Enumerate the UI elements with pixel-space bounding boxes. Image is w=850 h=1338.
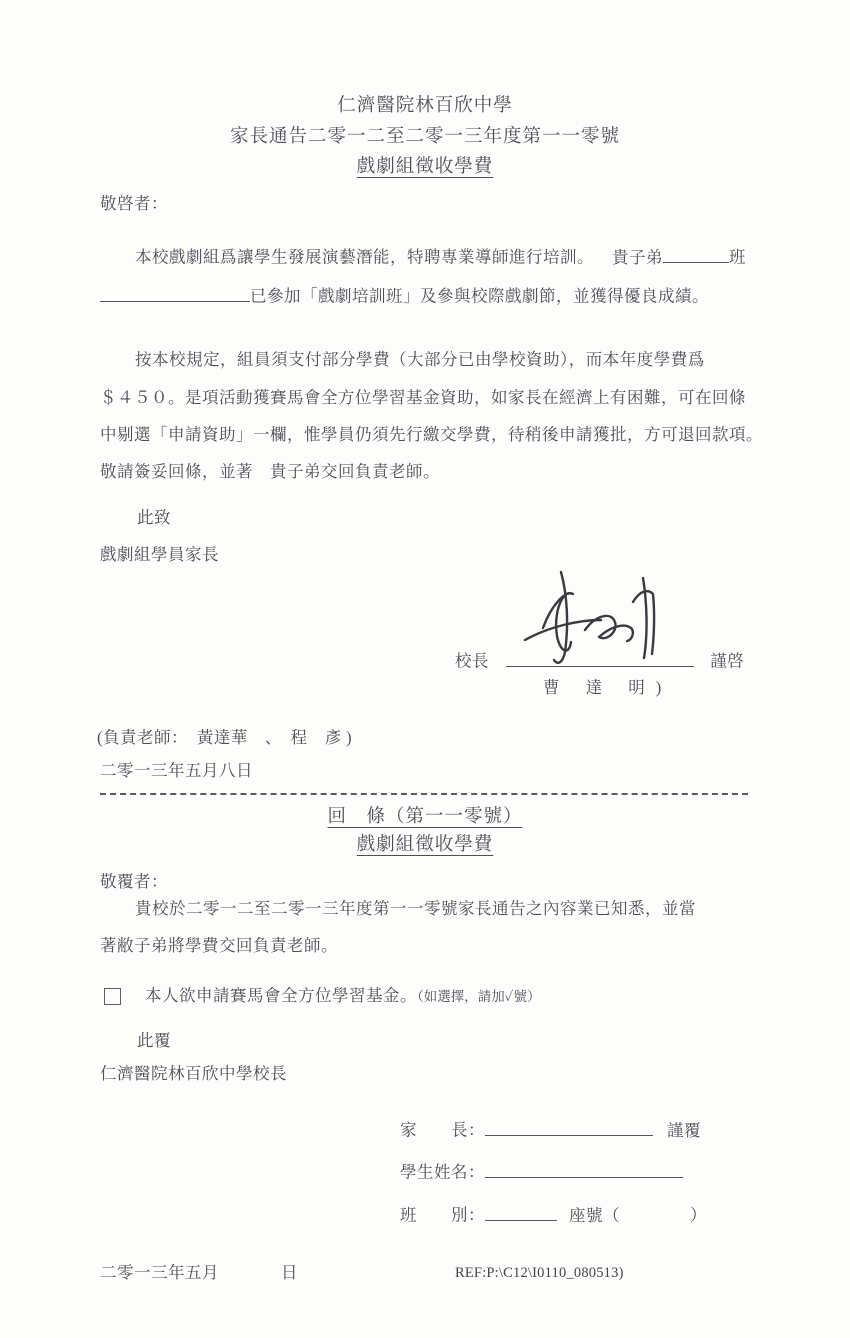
reply-salutation: 敬覆者： — [100, 872, 168, 891]
para1-child-word: 貴子弟 — [612, 247, 663, 267]
para1-line2-text: 已參加「戲劇培訓班」及參與校際戲劇節，並獲得優良成績。 — [250, 286, 709, 306]
class-field-row — [400, 1204, 707, 1225]
reply-subject: 戲劇組徵收學費 — [356, 835, 494, 855]
reply-body-line1: 貴校於二零一二至二零一三年度第一一零號家長通告之內容業已知悉，並當 — [135, 899, 696, 918]
principal-suffix: 謹啓 — [710, 651, 745, 671]
para1-line1 — [135, 246, 746, 267]
notice-subject: 戲劇組徵收學費 — [356, 157, 494, 177]
notice-salutation: 敬啓者： — [100, 194, 168, 213]
para1-line2 — [100, 285, 709, 306]
class-blank[interactable] — [485, 1204, 557, 1221]
checkbox-label: 本人欲申請賽馬會全方位學習基金。 — [145, 986, 417, 1005]
class-field-label: 班 別： — [400, 1205, 485, 1225]
notice-addressee: 戲劇組學員家長 — [100, 545, 219, 564]
para2-line2: ＄４５０。是項活動獲賽馬會全方位學習基金資助，如家長在經濟上有困難，可在回條 — [100, 388, 746, 407]
tear-off-dashed-line — [100, 793, 748, 795]
parent-signature-blank[interactable] — [485, 1119, 653, 1136]
para2-line3: 中剔選「申請資助」一欄，惟學員仍須先行繳交學費，待稍後申請獲批，方可退回款項。 — [100, 425, 763, 444]
reply-addressee: 仁濟醫院林百欣中學校長 — [100, 1064, 287, 1083]
reply-body-line2: 著敝子弟將學費交回負責老師。 — [100, 936, 338, 955]
reply-title: 回 條（第一一零號） — [327, 807, 523, 827]
parent-field-row — [400, 1119, 701, 1140]
para1-class-word: 班 — [729, 247, 746, 267]
student-field-row — [400, 1161, 683, 1182]
checkbox-note: （如選擇，請加✓號） — [417, 989, 541, 1004]
principal-label: 校長 — [455, 651, 489, 671]
reply-closing: 此覆 — [137, 1031, 171, 1050]
class-fill-blank[interactable] — [663, 246, 729, 263]
parent-field-suffix: 謹覆 — [667, 1120, 701, 1140]
notice-date: 二零一三年五月八日 — [100, 761, 253, 780]
footer-date-day: 日 — [281, 1263, 298, 1282]
teachers-line: (負責老師： 黃達華 、 程 彥 ) — [97, 728, 353, 747]
parent-field-label: 家 長： — [400, 1120, 485, 1140]
seat-close-paren: ） — [690, 1205, 707, 1225]
student-field-label: 學生姓名： — [400, 1162, 485, 1182]
para2-line4: 敬請簽妥回條，並著 貴子弟交回負責老師。 — [100, 462, 440, 481]
principal-name: 曹 達 明) — [543, 678, 673, 697]
footer-date-prefix: 二零一三年五月 — [100, 1263, 219, 1282]
student-name-blank[interactable] — [485, 1161, 683, 1178]
student-name-fill-blank[interactable] — [100, 285, 250, 302]
apply-fund-checkbox[interactable] — [104, 988, 121, 1005]
para2-line1: 按本校規定，組員須支付部分學費（大部分已由學校資助），而本年度學費爲 — [135, 350, 705, 369]
para1-text: 本校戲劇組爲讓學生發展演藝潛能，特聘專業導師進行培訓。 — [135, 247, 594, 267]
seat-label: 座號（ — [569, 1205, 620, 1225]
notice-closing: 此致 — [137, 508, 171, 527]
principal-signature-line — [506, 650, 694, 667]
checkbox-row — [145, 986, 540, 1006]
principal-signoff — [455, 650, 744, 671]
school-name: 仁濟醫院林百欣中學 — [337, 96, 513, 116]
ref-code: REF:P:\C12\I0110_080513) — [455, 1265, 624, 1281]
footer-date-row — [100, 1263, 298, 1283]
notice-number-line: 家長通告二零一二至二零一三年度第一一零號 — [229, 127, 620, 147]
